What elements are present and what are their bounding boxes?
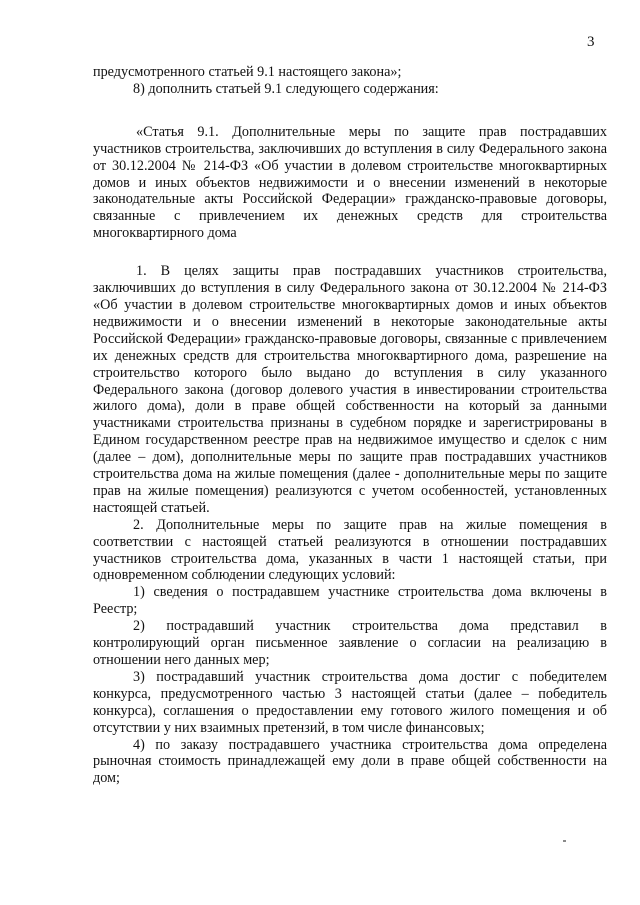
paragraph-item-8: 8) дополнить статьей 9.1 следующего содержания: bbox=[133, 80, 439, 97]
document-body bbox=[93, 64, 607, 787]
paragraph-condition-2: 2) пострадавший участник строительства дома представил в контролирующий орган письменное заявление о согласии на реализацию в отношении него данных мер; bbox=[93, 618, 607, 668]
paragraph-condition-4: 4) по заказу пострадавшего участника строительства дома определена рыночная стоимость принадлежащей ему доли в праве общей собственности на дом; bbox=[93, 736, 607, 787]
paragraph-part-1: 1. В целях защиты прав пострадавших участников строительства, заключивших до вступления в силу Федерального закона от 30.12.2004 № 214-ФЗ «Об участии в долевом строительстве многоквартирных домов и иных объектов недвижимости и о внесении изменений в некоторые законодательные акты Российской Федерации» гражданско-правовые договоры, связанные с привлечением их денежных средств для строительства многоквартирного дома, разрешение на строительство которого было выдано до вступления в силу указанного Федерального закона (договор долевого участия в инвестировании строительства жилого дома), доли в праве общей собственности на который за данными участниками строительства признаны в судебном порядке и зарегистрированы в Едином государственном реестре прав на недвижимое имущество и сделок с ним (далее – дом), дополнительные меры по защите прав пострадавших участников строительства дома на жилые помещения (далее - дополнительные меры по защите прав на жилые помещения) реализуются с учетом особенностей, установленных настоящей статьей. bbox=[93, 263, 607, 516]
page-number: 3 bbox=[587, 34, 595, 50]
paragraph-condition-1: 1) сведения о пострадавшем участнике строительства дома включены в Реестр; bbox=[93, 584, 607, 618]
paragraph-continuation: предусмотренного статьей 9.1 настоящего закона»; bbox=[93, 64, 402, 80]
paragraph-part-2: 2. Дополнительные меры по защите прав на жилые помещения в соответствии с настоящей статьей реализуются в отношении пострадавших участников строительства дома, указанных в части 1 настоящей статьи, при одновременном соблюдении следующих условий: bbox=[93, 516, 607, 584]
paragraph-condition-3: 3) пострадавший участник строительства дома достиг с победителем конкурса, предусмотренного частью 3 настоящей статьи (далее – победитель конкурса), соглашения о предоставлении ему готового жилого помещения и об отсутствии у них взаимных претензий, в том числе финансовых; bbox=[93, 668, 607, 736]
article-title: «Статья 9.1. Дополнительные меры по защите прав пострадавших участников строительства, заключивших до вступления в силу Федерального закона от 30.12.2004 № 214-ФЗ «Об участии в долевом строительстве многоквартирных домов и иных объектов недвижимости и о внесении изменений в некоторые законодательные акты Российской Федерации» гражданско-правовые договоры, связанные с привлечением их денежных средств для строительства многоквартирного дома bbox=[93, 123, 607, 242]
scan-speck bbox=[563, 840, 566, 842]
